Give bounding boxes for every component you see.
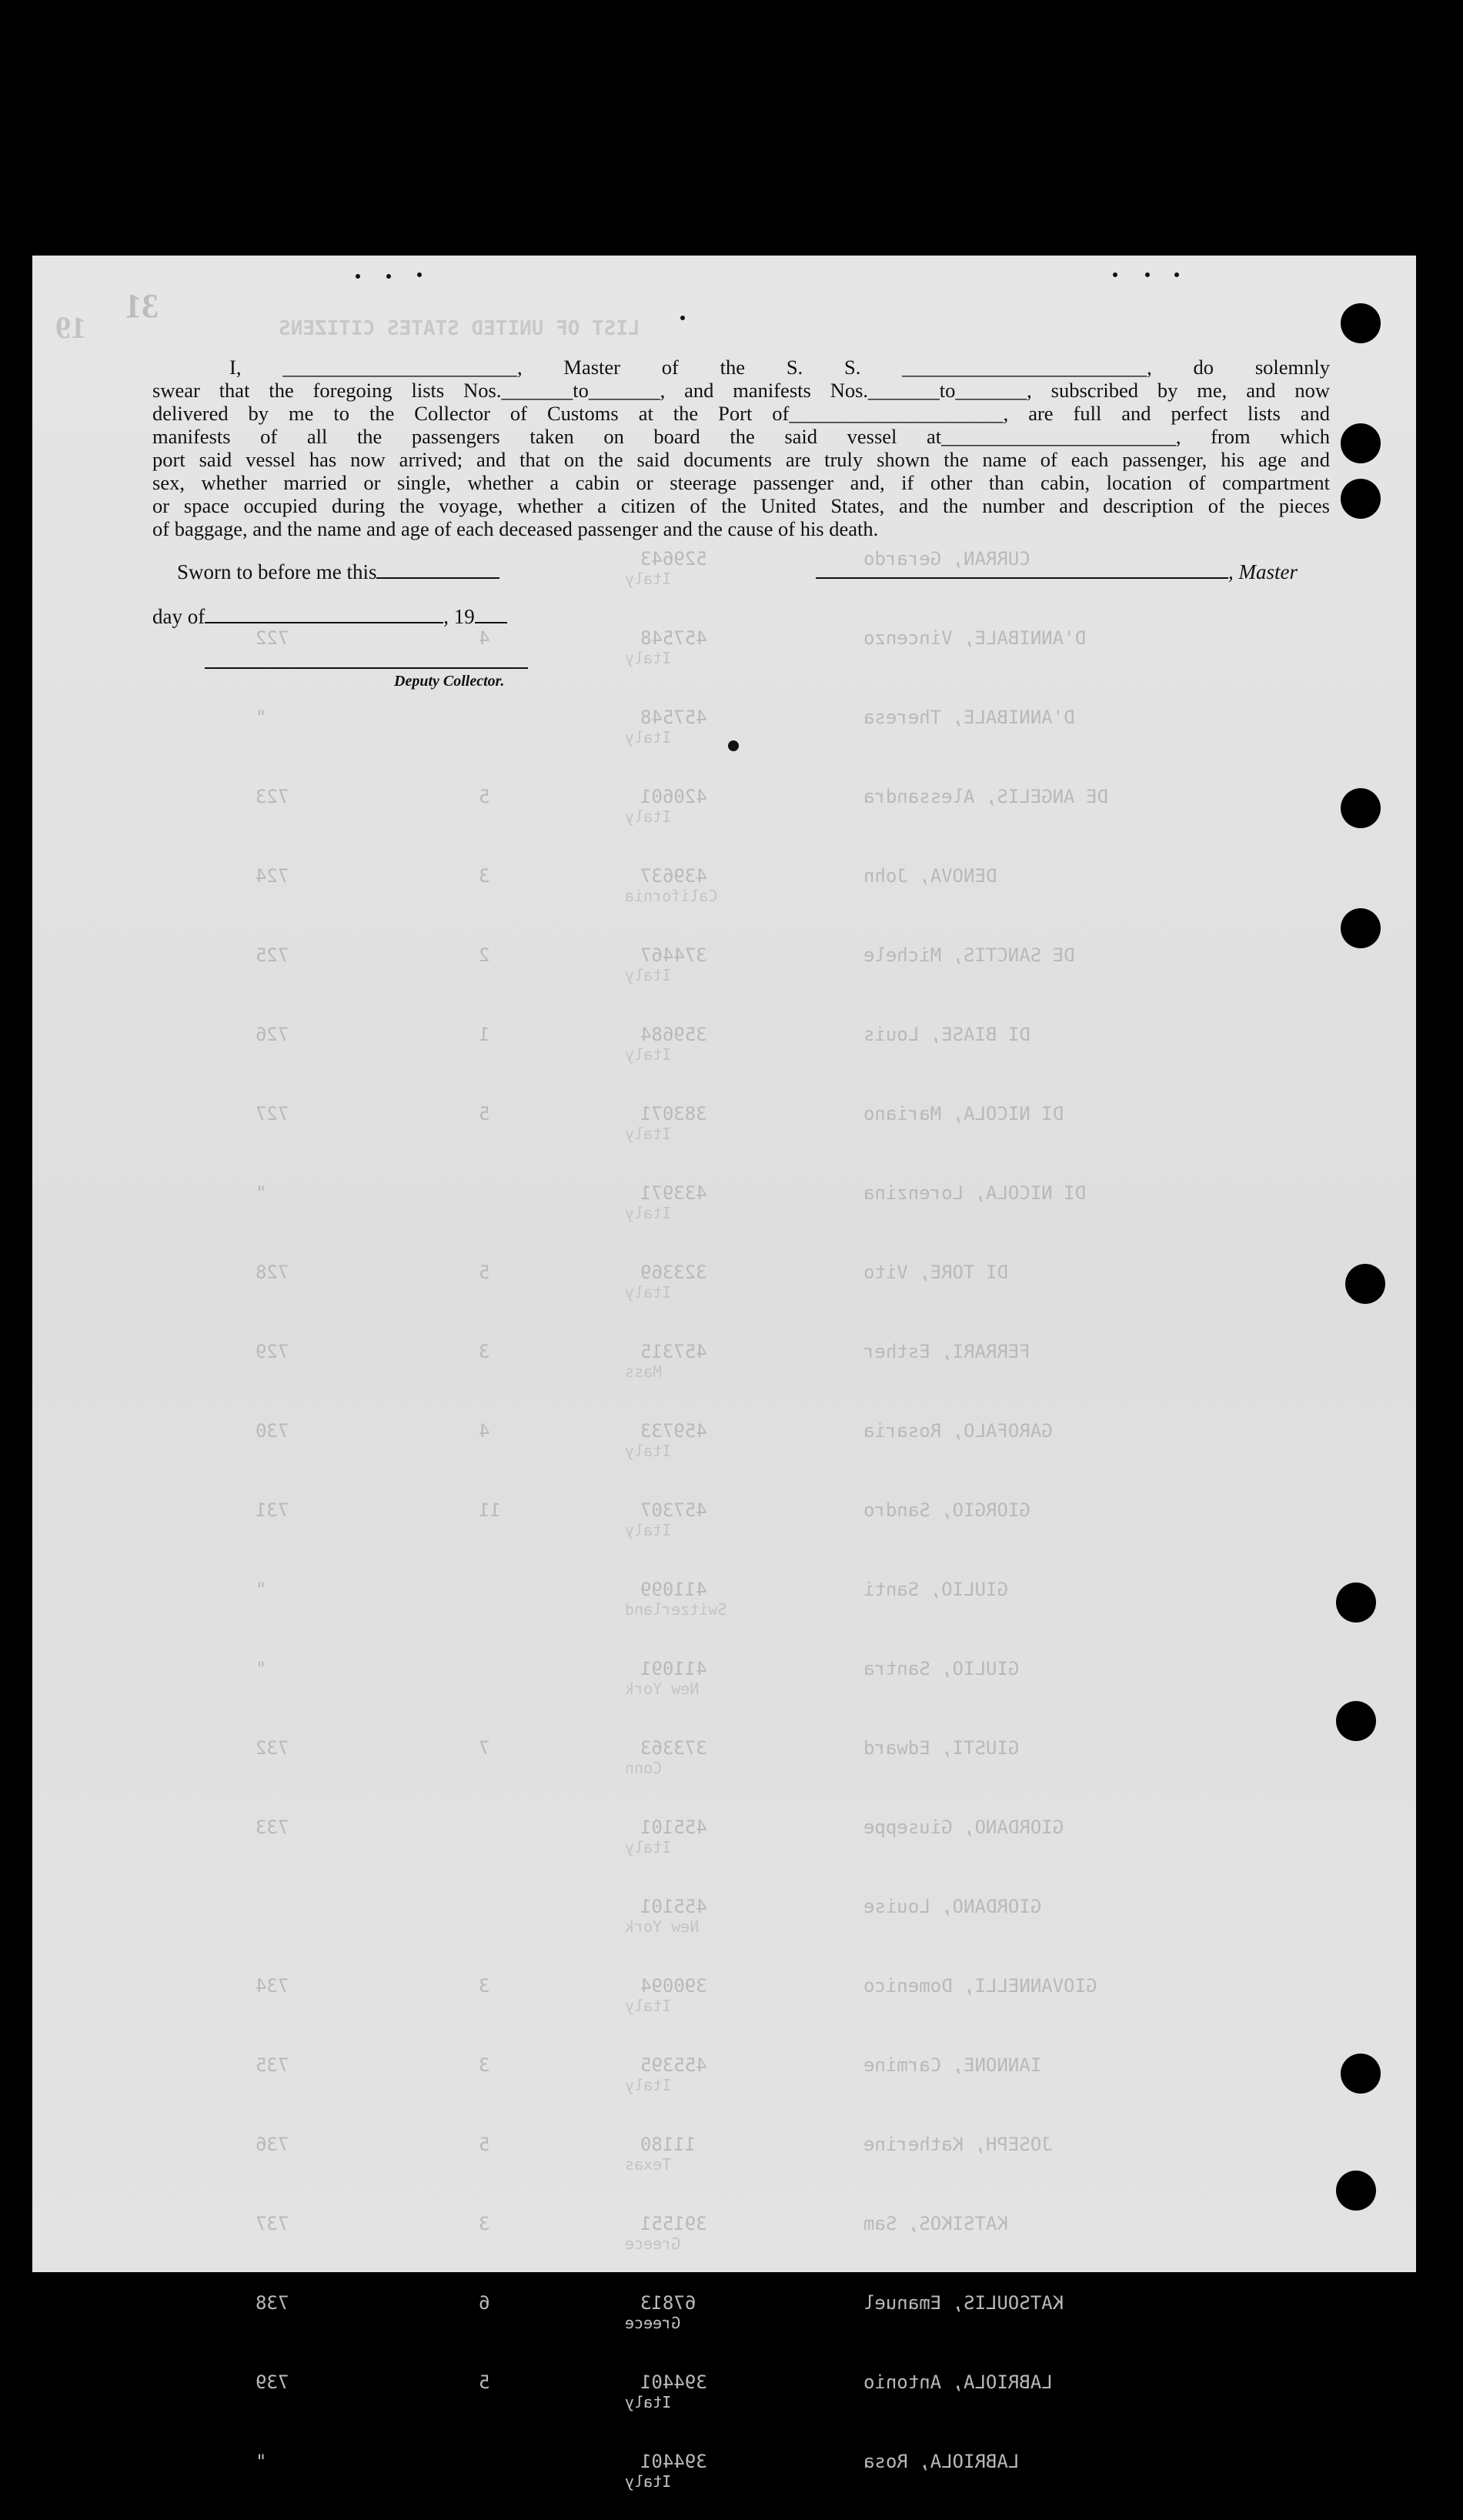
bleed-cell: 529643 bbox=[640, 548, 707, 570]
speck bbox=[386, 274, 391, 279]
bleed-cell: DE SANCTIS, Michele bbox=[863, 944, 1075, 966]
bleed-cell: 5 bbox=[479, 2371, 490, 2393]
bleed-cell: 5 bbox=[479, 1262, 490, 1283]
oath-line: delivered by me to the Collector of Customs at the Port of_____________________, are full and perfect lists and bbox=[152, 402, 1330, 425]
bleed-cell: 5 bbox=[479, 786, 490, 807]
bleed-row bbox=[32, 2213, 1416, 2282]
bleed-cell: Mass bbox=[625, 1362, 663, 1381]
bleed-cell: Greece bbox=[625, 2234, 681, 2253]
bleed-cell: 420601 bbox=[640, 786, 707, 807]
bleed-cell: 11 bbox=[479, 1499, 501, 1521]
speck bbox=[680, 316, 685, 320]
bleed-cell: 457548 bbox=[640, 707, 707, 728]
bleed-cell: 5 bbox=[479, 1103, 490, 1125]
deputy-signature-line bbox=[205, 667, 528, 669]
bleed-row bbox=[32, 1262, 1416, 1331]
master-signature-row bbox=[816, 560, 1298, 584]
year-prefix: , 19 bbox=[443, 605, 475, 628]
punch-hole bbox=[1341, 2054, 1381, 2094]
bleed-cell: 457315 bbox=[640, 1341, 707, 1362]
bleed-cell: KATSIKOS, Sam bbox=[863, 2213, 1008, 2234]
bleed-cell: KATSOULIS, Emanuel bbox=[863, 2292, 1064, 2314]
speck bbox=[1145, 272, 1150, 277]
bleed-cell: 5 bbox=[479, 2134, 490, 2155]
bleed-row bbox=[32, 2451, 1416, 2520]
bleed-cell: 390094 bbox=[640, 1975, 707, 1997]
bleed-cell: 1 bbox=[479, 1024, 490, 1045]
bleed-row bbox=[32, 1896, 1416, 1965]
bleed-cell: 4 bbox=[479, 1420, 490, 1442]
bleed-cell: 2 bbox=[479, 944, 490, 966]
bleed-cell: LABRIOLA, Antonio bbox=[863, 2371, 1053, 2393]
bleed-cell: 3 bbox=[479, 2213, 490, 2234]
bleed-row bbox=[32, 1658, 1416, 1727]
bleed-cell: 3 bbox=[479, 1341, 490, 1362]
bleed-cell: Italy bbox=[625, 1283, 672, 1302]
bleed-cell: 725 bbox=[256, 944, 289, 966]
bleed-cell: " bbox=[256, 1658, 267, 1679]
bleed-row bbox=[32, 1737, 1416, 1806]
page-number-alt-bleed: 19 bbox=[55, 310, 86, 345]
bleed-cell: 724 bbox=[256, 865, 289, 887]
bleed-cell: 3 bbox=[479, 865, 490, 887]
bleed-cell: 411091 bbox=[640, 1658, 707, 1679]
bleed-cell: 727 bbox=[256, 1103, 289, 1125]
bleed-cell: 4 bbox=[479, 627, 490, 649]
speck bbox=[1113, 272, 1117, 277]
punch-hole bbox=[1341, 303, 1381, 343]
bleed-cell: 439637 bbox=[640, 865, 707, 887]
bleed-row bbox=[32, 1024, 1416, 1093]
bleed-cell: 374467 bbox=[640, 944, 707, 966]
bleed-row bbox=[32, 1103, 1416, 1172]
bleed-cell: FERRARI, Esther bbox=[863, 1341, 1030, 1362]
bleed-cell: Italy bbox=[625, 966, 672, 984]
bleed-through-area bbox=[32, 256, 1416, 2491]
bleed-cell: 729 bbox=[256, 1341, 289, 1362]
bleed-cell: California bbox=[625, 887, 718, 905]
bleed-cell: 394401 bbox=[640, 2451, 707, 2472]
bleed-cell: 459733 bbox=[640, 1420, 707, 1442]
bleed-cell: 383071 bbox=[640, 1103, 707, 1125]
bleed-cell: 373363 bbox=[640, 1737, 707, 1759]
bleed-cell: Italy bbox=[625, 2393, 672, 2411]
bleed-cell: Italy bbox=[625, 1204, 672, 1222]
bleed-cell: Italy bbox=[625, 1125, 672, 1143]
bleed-cell: Greece bbox=[625, 2314, 681, 2332]
bleed-cell: DI NICOLA, Mariano bbox=[863, 1103, 1064, 1125]
oath-line: or space occupied during the voyage, whether a citizen of the United States, and the number and description of the pieces bbox=[152, 494, 1330, 517]
bleed-cell: 728 bbox=[256, 1262, 289, 1283]
bleed-cell: D'ANNIBALE, Theresa bbox=[863, 707, 1075, 728]
bleed-cell: New York bbox=[625, 1679, 700, 1698]
bleed-cell: 433971 bbox=[640, 1182, 707, 1204]
bleed-cell: IANNONE, Carmine bbox=[863, 2054, 1042, 2076]
bleed-cell: CURRAN, Gerardo bbox=[863, 548, 1030, 570]
oath-line: manifests of all the passengers taken on board the said vessel at_______________________, from which bbox=[152, 425, 1330, 448]
bleed-row bbox=[32, 865, 1416, 934]
bleed-cell: 731 bbox=[256, 1499, 289, 1521]
speck bbox=[1174, 272, 1179, 277]
bleed-cell: Conn bbox=[625, 1759, 663, 1777]
bleed-row bbox=[32, 944, 1416, 1014]
bleed-row bbox=[32, 2134, 1416, 2203]
bleed-row bbox=[32, 786, 1416, 855]
bleed-row bbox=[32, 1341, 1416, 1410]
oath-line: I, _______________________, Master of the S. S. ________________________, do solemnly bbox=[229, 356, 1330, 379]
bleed-cell: 736 bbox=[256, 2134, 289, 2155]
bleed-cell: 411099 bbox=[640, 1579, 707, 1600]
bleed-row bbox=[32, 627, 1416, 697]
speck bbox=[417, 272, 422, 277]
year-line bbox=[475, 621, 507, 623]
bleed-cell: GIUSTI, Edward bbox=[863, 1737, 1020, 1759]
bleed-cell: 723 bbox=[256, 786, 289, 807]
oath-line: port said vessel has now arrived; and that on the said documents are truly shown the name of each passenger, his age and bbox=[152, 448, 1330, 471]
oath-line: sex, whether married or single, whether a cabin or steerage passenger and, if other than cabin, location of compartment bbox=[152, 471, 1330, 494]
bleed-header: LIST OF UNITED STATES CITIZENS bbox=[279, 317, 640, 340]
bleed-cell: 726 bbox=[256, 1024, 289, 1045]
bleed-cell: Texas bbox=[625, 2155, 672, 2174]
document-page bbox=[32, 256, 1416, 2491]
bleed-row bbox=[32, 2371, 1416, 2441]
bleed-cell: 455395 bbox=[640, 2054, 707, 2076]
bleed-cell: 455101 bbox=[640, 1816, 707, 1838]
page-number-bleed: 31 bbox=[125, 287, 159, 325]
bleed-cell: " bbox=[256, 2451, 267, 2472]
bleed-row bbox=[32, 1816, 1416, 1886]
bleed-cell: D'ANNIBALE, Vincenzo bbox=[863, 627, 1086, 649]
bleed-row bbox=[32, 1579, 1416, 1648]
bleed-cell: 359684 bbox=[640, 1024, 707, 1045]
bleed-cell: GAROFALO, Rosaria bbox=[863, 1420, 1053, 1442]
bleed-cell: Italy bbox=[625, 649, 672, 667]
speck bbox=[356, 274, 360, 279]
deputy-collector-label: Deputy Collector. bbox=[394, 673, 505, 690]
sworn-label: Sworn to before me this bbox=[177, 560, 377, 583]
bleed-cell: 739 bbox=[256, 2371, 289, 2393]
bleed-cell: Italy bbox=[625, 1997, 672, 2015]
bleed-cell: 455101 bbox=[640, 1896, 707, 1917]
bleed-cell: 391551 bbox=[640, 2213, 707, 2234]
bleed-cell: 734 bbox=[256, 1975, 289, 1997]
bleed-cell: DI TORE, Vito bbox=[863, 1262, 1008, 1283]
bleed-cell: " bbox=[256, 1182, 267, 1204]
bleed-cell: 394401 bbox=[640, 2371, 707, 2393]
bleed-cell: GIOVANNELLI, Domenico bbox=[863, 1975, 1097, 1997]
punch-hole bbox=[1336, 2171, 1376, 2211]
bleed-cell: GIORDANO, Giuseppe bbox=[863, 1816, 1064, 1838]
bleed-cell: Italy bbox=[625, 2472, 672, 2491]
bleed-cell: 737 bbox=[256, 2213, 289, 2234]
bleed-cell: 323369 bbox=[640, 1262, 707, 1283]
bleed-row bbox=[32, 707, 1416, 776]
punch-hole bbox=[1341, 908, 1381, 948]
punch-hole bbox=[1345, 1264, 1385, 1304]
bleed-cell: 738 bbox=[256, 2292, 289, 2314]
bleed-cell: 11180 bbox=[640, 2134, 696, 2155]
bleed-cell: 457307 bbox=[640, 1499, 707, 1521]
bleed-cell: Switzerland bbox=[625, 1600, 727, 1619]
bleed-cell: 733 bbox=[256, 1816, 289, 1838]
bleed-cell: Italy bbox=[625, 1521, 672, 1539]
day-row bbox=[152, 605, 507, 629]
bleed-row bbox=[32, 2054, 1416, 2124]
bleed-row bbox=[32, 2292, 1416, 2361]
oath-paragraph bbox=[152, 356, 1330, 540]
oath-line: of baggage, and the name and age of each deceased passenger and the cause of his death. bbox=[152, 517, 879, 540]
bleed-cell: Italy bbox=[625, 728, 672, 747]
bleed-cell: GIORGIO, Sandro bbox=[863, 1499, 1030, 1521]
bleed-cell: Italy bbox=[625, 2076, 672, 2094]
bleed-cell: GIORDANO, Louise bbox=[863, 1896, 1042, 1917]
bleed-cell: " bbox=[256, 1579, 267, 1600]
bleed-cell: DE ANGELIS, Alessandra bbox=[863, 786, 1108, 807]
bleed-cell: Italy bbox=[625, 1442, 672, 1460]
bleed-cell: 7 bbox=[479, 1737, 490, 1759]
punch-hole bbox=[1336, 1701, 1376, 1741]
bleed-cell: 67813 bbox=[640, 2292, 696, 2314]
bleed-cell: GIULIO, Santi bbox=[863, 1579, 1008, 1600]
bleed-cell: " bbox=[256, 707, 267, 728]
bleed-cell: DENOVA, John bbox=[863, 865, 997, 887]
punch-hole bbox=[1341, 788, 1381, 828]
day-line bbox=[205, 621, 443, 623]
punch-hole bbox=[1336, 1583, 1376, 1623]
bleed-cell: LABRIOLA, Rosa bbox=[863, 2451, 1020, 2472]
sworn-date-line bbox=[376, 577, 499, 579]
bleed-row bbox=[32, 1182, 1416, 1252]
bleed-cell: 457548 bbox=[640, 627, 707, 649]
speck bbox=[728, 740, 739, 751]
bleed-cell: JOSEPH, Katherine bbox=[863, 2134, 1053, 2155]
bleed-row bbox=[32, 1499, 1416, 1569]
bleed-cell: Italy bbox=[625, 1045, 672, 1064]
bleed-cell: Italy bbox=[625, 570, 672, 588]
punch-hole bbox=[1341, 423, 1381, 463]
bleed-cell: 735 bbox=[256, 2054, 289, 2076]
bleed-cell: 6 bbox=[479, 2292, 490, 2314]
bleed-cell: GIULIO, Santra bbox=[863, 1658, 1020, 1679]
bleed-cell: 730 bbox=[256, 1420, 289, 1442]
bleed-row bbox=[32, 1420, 1416, 1489]
master-signature-line bbox=[816, 577, 1228, 579]
bleed-row bbox=[32, 1975, 1416, 2044]
bleed-cell: DI BIASE, Louis bbox=[863, 1024, 1030, 1045]
master-label: , Master bbox=[1228, 560, 1298, 583]
punch-hole bbox=[1341, 479, 1381, 519]
sworn-row bbox=[177, 560, 499, 584]
bleed-cell: 3 bbox=[479, 2054, 490, 2076]
bleed-cell: 722 bbox=[256, 627, 289, 649]
bleed-cell: Italy bbox=[625, 807, 672, 826]
bleed-cell: 3 bbox=[479, 1975, 490, 1997]
oath-line: swear that the foregoing lists Nos._______to_______, and manifests Nos._______to_______, subscribed by me, and now bbox=[152, 379, 1330, 402]
bleed-cell: New York bbox=[625, 1917, 700, 1936]
bleed-cell: Italy bbox=[625, 1838, 672, 1857]
bleed-cell: DI NICOLA, Lorenzina bbox=[863, 1182, 1086, 1204]
day-of-label: day of bbox=[152, 605, 205, 628]
bleed-cell: 732 bbox=[256, 1737, 289, 1759]
